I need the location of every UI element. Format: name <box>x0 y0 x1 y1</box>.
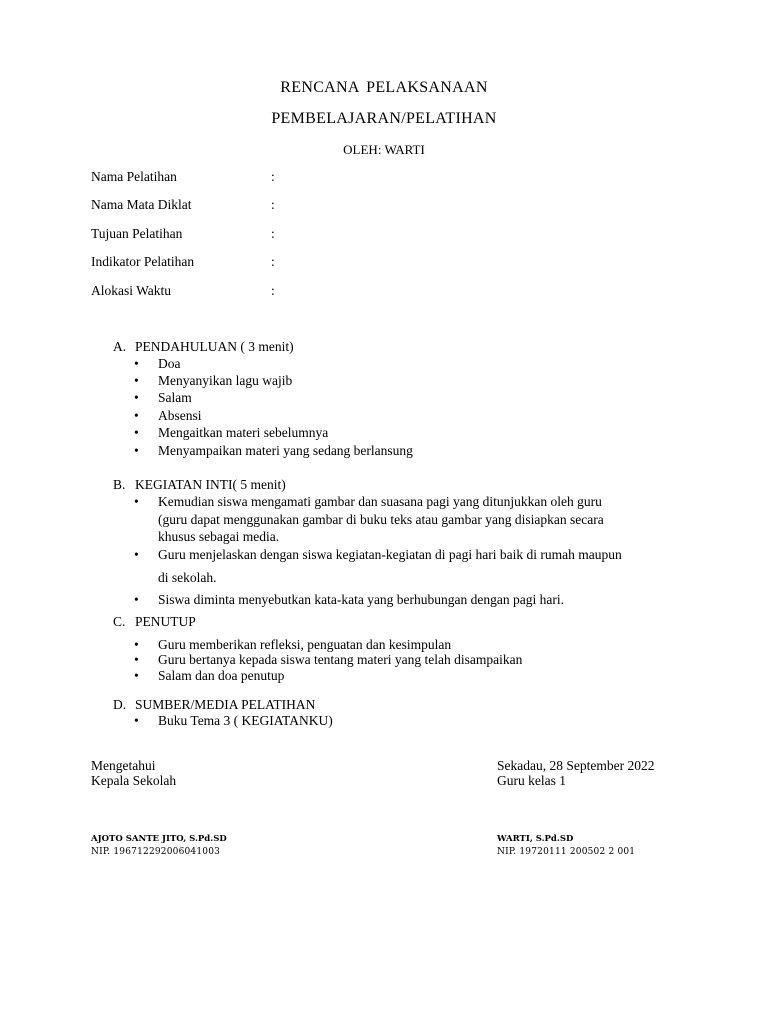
signatory-left-nip: NIP. 196712292006041003 <box>91 847 221 857</box>
section-title: PENUTUP <box>135 614 196 629</box>
section-title: PENDAHULUAN ( 3 menit) <box>135 339 294 354</box>
field-colon: : <box>271 254 275 269</box>
signature-right-line1: Sekadau, 28 September 2022 <box>497 758 655 773</box>
section-title: KEGIATAN INTI( 5 menit) <box>135 477 286 492</box>
field-label: Nama Pelatihan <box>91 169 177 184</box>
field-tujuan-pelatihan <box>91 226 391 244</box>
bullet-icon: • <box>134 637 139 652</box>
field-colon: : <box>271 283 275 298</box>
bullet-icon: • <box>134 408 139 423</box>
signatory-left-name: AJOTO SANTE JITO, S.Pd.SD <box>91 834 227 844</box>
bullet-icon: • <box>134 547 139 562</box>
bullet-icon: • <box>134 592 139 607</box>
list-item-continuation: (guru dapat menggunakan gambar di buku teks atau gambar yang disiapkan secara <box>158 512 604 527</box>
field-label: Nama Mata Diklat <box>91 197 192 212</box>
section-letter: B. <box>113 477 126 492</box>
field-label: Indikator Pelatihan <box>91 254 195 269</box>
bullet-icon: • <box>134 356 139 371</box>
field-nama-pelatihan <box>91 169 391 187</box>
signature-left-line1: Mengetahui <box>91 758 156 773</box>
field-alokasi-waktu <box>91 283 391 301</box>
section-letter: D. <box>113 697 127 712</box>
bullet-icon: • <box>134 425 139 440</box>
list-item-continuation: di sekolah. <box>158 570 217 585</box>
bullet-icon: • <box>134 443 139 458</box>
bullet-icon: • <box>134 390 139 405</box>
field-indikator-pelatihan <box>91 254 391 272</box>
doc-author: OLEH: WARTI <box>343 142 425 157</box>
bullet-icon: • <box>134 713 139 728</box>
signatory-right-nip: NIP. 19720111 200502 2 001 <box>497 847 636 857</box>
list-item-continuation: khusus sebagai media. <box>158 529 280 544</box>
field-label: Tujuan Pelatihan <box>91 226 183 241</box>
bullet-icon: • <box>134 652 139 667</box>
section-letter: C. <box>113 614 126 629</box>
bullet-icon: • <box>134 494 139 509</box>
field-label: Alokasi Waktu <box>91 283 172 298</box>
document-page: RENCANA PELAKSANAAN PEMBELAJARAN/PELATIHAN OLEH: WARTI Nama Pelatihan : Nama Mata Diklat : Tujuan Pelatihan : Indikator Pelatihan : Alokasi Waktu : A. PENDAHULUAN ( 3 menit) • Doa • Menyanyikan lagu wajib • Salam • Absensi • Mengaitkan materi sebelumnya • Menyampaikan materi yang sedang berlansung B. KEGIATAN INTI( 5 menit) • Kemudian siswa mengamati gambar dan suasana pagi yang ditunjukkan oleh guru (guru dapat menggunakan gambar di buku teks atau gambar yang disiapkan secara khusus sebagai media. • Guru menjelaskan dengan siswa kegiatan-kegiatan di pagi hari baik di rumah maupun di sekolah. • Siswa diminta menyebutkan kata-kata yang berhubungan dengan pagi hari. C. PENUTUP • Guru memberikan refleksi, penguatan dan kesimpulan • Guru bertanya kepada siswa tentang materi yang telah disampaikan • Salam dan doa penutup D. SUMBER/MEDIA PELATIHAN • Buku Tema 3 ( KEGIATANKU) Mengetahui Kepala Sekolah Sekadau, 28 September 2022 Guru kelas 1 AJOTO SANTE JITO, S.Pd.SD NIP. 196712292006041003 WARTI, S.Pd.SD NIP. 19720111 200502 2 001 <box>0 0 768 1024</box>
bullet-icon: • <box>134 373 139 388</box>
bullet-icon: • <box>134 668 139 683</box>
field-colon: : <box>271 226 275 241</box>
signatory-right-name: WARTI, S.Pd.SD <box>497 834 574 844</box>
signature-right-line2: Guru kelas 1 <box>497 773 566 788</box>
section-letter: A. <box>113 339 127 354</box>
field-colon: : <box>271 169 275 184</box>
field-colon: : <box>271 197 275 212</box>
field-nama-mata-diklat <box>91 197 391 215</box>
doc-title-line1: RENCANA PELAKSANAAN <box>280 79 488 96</box>
signature-left-line2: Kepala Sekolah <box>91 773 177 788</box>
section-title: SUMBER/MEDIA PELATIHAN <box>135 697 316 712</box>
doc-title-line2: PEMBELAJARAN/PELATIHAN <box>271 110 497 127</box>
